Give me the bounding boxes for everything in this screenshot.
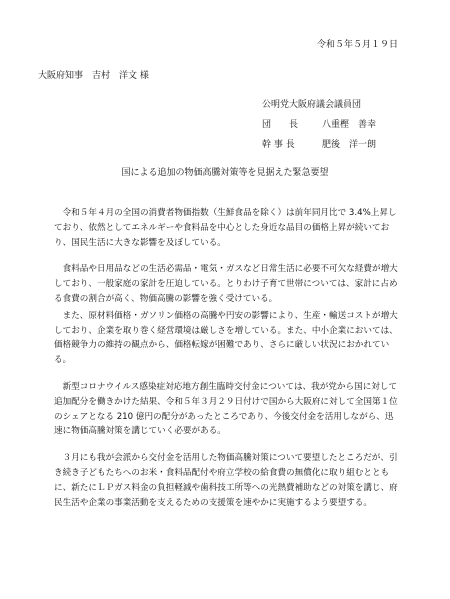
document-title: 国による追加の物価高騰対策等を見据えた緊急要望 xyxy=(121,168,329,178)
secretary-role: 幹 事 長 xyxy=(262,140,295,150)
leader-name: 八重樫 善幸 xyxy=(322,120,377,130)
leader-role: 団 長 xyxy=(262,120,299,130)
paragraph-grant: 新型コロナウイルス感染症対応地方創生臨時交付金については、我が党から国に対して追加配分を働きかけた結果、令和５年３月２９日付けで国から大阪府に対して全国第１位のシェアとなる 210 億円の配分があったところであり、今後交付金を活用しながら、迅速に物価高騰対策を講じていく必要がある。 xyxy=(54,381,398,437)
sender-secretary xyxy=(262,135,376,155)
secretary-name: 肥後 洋一朗 xyxy=(322,140,377,150)
paragraph-request: ３月にも我が会派から交付金を活用した物価高騰対策について要望したところだが、引き続き子どもたちへのお米・食料品配付や府立学校の給食費の無償化に取り組むとともに、新たにＬＰガス料金の負担軽減や歯科技工所等への光熱費補助などの対策を講じ、府民生活や企業の事業活動を支えるための支援策を速やかに実施するよう要望する。 xyxy=(54,453,398,508)
addressee: 大阪府知事 吉村 洋文 様 xyxy=(38,71,149,81)
paragraph-household: 食料品や日用品などの生活必需品・電気・ガスなど日常生活に必要不可欠な経費が増大しており、一般家庭の家計を圧迫している。とりわけ子育て世帯については、家計に占める食費の割合が高く、物価高騰の影響を強く受けている。 xyxy=(54,264,398,304)
sender-organization: 公明党大阪府議会議員団 xyxy=(262,100,362,110)
paragraph-business: また、原材料価格・ガソリン価格の高騰や円安の影響により、生産・輸送コストが増大しており、企業を取り巻く経営環境は厳しさを増している。また、中小企業においては、価格競争力の維持の観点から、価格転嫁が困難であり、さらに厳しい状況におかれている。 xyxy=(54,310,398,366)
document-body xyxy=(54,206,402,522)
sender-block xyxy=(262,95,376,155)
sender-leader xyxy=(262,115,376,135)
document-date: 令和５年５月１９日 xyxy=(316,40,398,50)
paragraph-cpi: 令和５年４月の全国の消費者物価指数（生鮮食品を除く）は前年同月比で 3.4%上昇しており、依然としてエネルギーや食料品を中心とした身近な品目の価格上昇が続いており、国民生活に大きな影響を及ぼしている。 xyxy=(54,208,397,248)
